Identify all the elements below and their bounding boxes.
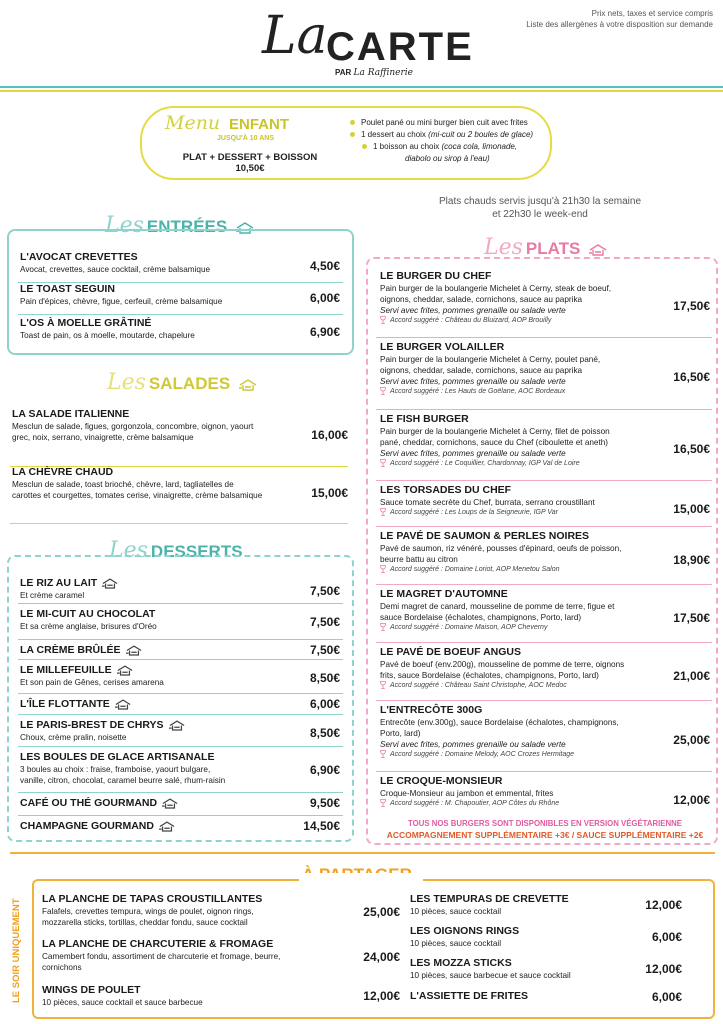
wine-pairing (380, 623, 665, 633)
item-separator (18, 693, 343, 694)
item-price: 6,00€ (651, 930, 682, 944)
homemade-icon (169, 720, 183, 730)
item-price: 8,50€ (309, 726, 340, 740)
menu-item-dessert (20, 797, 300, 810)
item-separator (376, 700, 712, 701)
item-separator (18, 714, 343, 715)
item-separator (376, 526, 712, 527)
kids-line-2-text: 1 dessert au choix (361, 130, 429, 139)
item-serving: Servi avec frites, pommes grenaille ou salade verte (380, 449, 566, 458)
item-desc: Camembert fondu, assortiment de charcuterie et fromage, beurre, (42, 952, 281, 961)
logo-byline (335, 68, 413, 78)
item-name: LA SALADE ITALIENNE (12, 408, 130, 420)
kids-formula-price: 10,50€ (235, 163, 265, 174)
item-desc: Entrecôte (env.300g), sauce Bordelaise (échalotes, champignons, (380, 718, 619, 727)
menu-item-plat (380, 646, 665, 691)
item-price: 24,00€ (363, 950, 400, 964)
item-name: WINGS DE POULET (42, 984, 141, 996)
header-rule-teal (0, 86, 723, 88)
item-desc: Pavé de saumon, riz vénéré, pousses d'épinard, oeufs de poisson, (380, 544, 622, 553)
homemade-icon (117, 665, 131, 675)
legal-note-line-2: Liste des allergènes à votre disposition sur demande (526, 20, 713, 29)
homemade-icon (162, 798, 176, 808)
item-name: LES OIGNONS RINGS (410, 925, 520, 937)
item-desc: sauce Bordelaise (échalotes, champignons, Porto, lard) (380, 613, 582, 622)
item-price: 7,50€ (309, 643, 340, 657)
menu-item-entree (20, 317, 290, 341)
item-name: LE TOAST SEGUIN (20, 283, 115, 295)
menu-item-dessert (20, 644, 300, 657)
item-serving: Servi avec frites, pommes grenaille ou salade verte (380, 306, 566, 315)
item-desc: Porto, lard) (380, 729, 421, 738)
wine-pairing (380, 750, 665, 760)
item-name (20, 608, 300, 621)
kids-formula-text: PLAT + DESSERT + BOISSON (182, 152, 318, 163)
menu-item-salade (12, 408, 302, 443)
item-name: LE MAGRET D'AUTOMNE (380, 588, 508, 600)
extras-note: ACCOMPAGNEMENT SUPPLÉMENTAIRE +3€ / SAUCE SUPPLÉMENTAIRE +2€ (386, 830, 704, 840)
section-script: Les (105, 213, 144, 238)
wine-glass-icon (380, 316, 386, 324)
item-name-text: LES BOULES DE GLACE ARTISANALE (20, 751, 215, 763)
item-separator (18, 639, 343, 640)
item-price: 16,50€ (673, 370, 710, 384)
service-hours-line-2: et 22h30 le week-end (492, 209, 588, 220)
service-hours-line-1: Plats chauds servis jusqu'à 21h30 la semaine (438, 196, 642, 207)
menu-item-entree (20, 283, 290, 307)
menu-item-partager (410, 957, 640, 981)
item-name: LE CROQUE-MONSIEUR (380, 775, 503, 787)
menu-item-plat (380, 341, 665, 397)
item-separator (18, 746, 343, 747)
item-desc: Demi magret de canard, mousseline de pomme de terre, figue et (380, 602, 615, 611)
kids-line-4-italic: diabolo ou sirop à l'eau) (405, 154, 490, 163)
wine-glass-icon (380, 623, 386, 631)
wine-glass-icon (380, 459, 386, 467)
menu-item-dessert (20, 664, 300, 688)
item-price: 6,90€ (309, 763, 340, 777)
item-desc: Mesclun de salade, figues, gorgonzola, concombre, oignon, yaourt (12, 422, 254, 431)
section-name: DESSERTS (150, 542, 243, 561)
section-script: Les (484, 235, 523, 260)
item-separator (376, 642, 712, 643)
item-desc: 10 pièces, sauce cocktail (410, 939, 502, 948)
item-name-text: LE RIZ AU LAIT (20, 577, 98, 589)
item-serving: Servi avec frites, pommes grenaille ou salade verte (380, 740, 566, 749)
item-price: 12,00€ (363, 989, 400, 1003)
menu-item-plat (380, 270, 665, 326)
wine-pairing (380, 565, 665, 575)
item-price: 14,50€ (303, 819, 340, 833)
menu-item-plat (380, 775, 665, 809)
item-desc: Croque-Monsieur au jambon et emmental, frites (380, 789, 554, 798)
kids-line-1 (350, 118, 528, 128)
section-script: Les (109, 538, 148, 563)
item-desc: Pavé de boeuf (env.200g), mousseline de pomme de terre, oignons (380, 660, 625, 669)
item-desc: Avocat, crevettes, sauce cocktail, crème balsamique (20, 265, 211, 274)
item-separator (18, 314, 343, 315)
item-price: 6,90€ (309, 325, 340, 339)
item-price: 18,90€ (673, 553, 710, 567)
item-name: LES MOZZA STICKS (410, 957, 512, 969)
wine-pairing (380, 681, 665, 691)
item-price: 12,00€ (645, 962, 682, 976)
item-desc: 10 pièces, sauce barbecue et sauce cocktail (410, 971, 571, 980)
menu-item-partager (42, 893, 352, 928)
item-name (20, 664, 300, 677)
item-name: LA PLANCHE DE TAPAS CROUSTILLANTES (42, 893, 263, 905)
item-desc: Mesclun de salade, toast brioché, chèvre, lard, tagliatelles de (12, 480, 234, 489)
item-price: 12,00€ (645, 898, 682, 912)
menu-item-partager (410, 990, 640, 1003)
item-separator (18, 815, 343, 816)
item-serving: Servi avec frites, pommes grenaille ou salade verte (380, 377, 566, 386)
partager-box-gap (299, 873, 423, 883)
kids-line-4 (405, 154, 490, 164)
wine-text: Accord suggéré : Les Loups de la Seigneurie, IGP Var (390, 509, 558, 516)
item-price: 17,50€ (673, 299, 710, 313)
logo-brand: La Raffinerie (353, 68, 413, 78)
wine-text: Accord suggéré : Domaine Loriot, AOP Menetou Salon (390, 566, 560, 573)
item-price: 15,00€ (673, 502, 710, 516)
item-price: 25,00€ (363, 905, 400, 919)
item-desc: Toast de pain, os à moelle, moutarde, chapelure (20, 331, 195, 340)
item-price: 16,00€ (311, 428, 348, 442)
kids-line-1-text: Poulet pané ou mini burger bien cuit avec frites (361, 118, 528, 127)
item-separator (376, 409, 712, 410)
menu-item-dessert (20, 577, 300, 601)
item-name (20, 698, 300, 711)
item-price: 9,50€ (309, 796, 340, 810)
service-hours (424, 195, 656, 221)
homemade-icon (102, 578, 116, 588)
wine-pairing (380, 316, 665, 326)
item-name: L'OS À MOELLE GRÂTINÉ (20, 317, 152, 329)
bullet-icon (350, 132, 355, 137)
item-price: 6,00€ (309, 291, 340, 305)
homemade-icon (239, 379, 257, 391)
kids-menu-title: ENFANT (229, 116, 289, 133)
item-price: 15,00€ (311, 486, 348, 500)
menu-item-partager (410, 925, 640, 949)
kids-menu-formula (160, 152, 340, 174)
menu-item-plat (380, 530, 665, 575)
wine-glass-icon (380, 750, 386, 758)
menu-item-entree (20, 251, 290, 275)
bullet-icon (362, 144, 367, 149)
item-desc: Et son pain de Gênes, cerises amarena (20, 678, 164, 687)
item-name-text: LA CRÈME BRÛLÉE (20, 644, 121, 656)
wine-pairing (380, 508, 665, 518)
partager-rule (10, 852, 715, 854)
item-price: 4,50€ (309, 259, 340, 273)
item-separator (376, 337, 712, 338)
item-desc: Falafels, crevettes tempura, wings de poulet, oignon rings, (42, 907, 254, 916)
menu-item-dessert (20, 820, 300, 833)
item-name (20, 644, 300, 657)
wine-pairing (380, 799, 665, 809)
menu-item-plat (380, 704, 665, 760)
item-price: 6,00€ (309, 697, 340, 711)
item-name: LA CHÈVRE CHAUD (12, 466, 114, 478)
item-price: 7,50€ (309, 615, 340, 629)
item-desc: pané, cheddar, cornichons, sauce du Chef (ciboulette et aneth) (380, 438, 609, 447)
wine-text: Accord suggéré : M. Chapoutier, AOP Côtes du Rhône (390, 800, 560, 807)
menu-item-salade (12, 466, 302, 501)
menu-item-dessert (20, 719, 300, 743)
vegetarian-note: TOUS NOS BURGERS SONT DISPONIBLES EN VERSION VÉGÉTARIENNE (408, 819, 682, 828)
item-name-text: LE MILLEFEUILLE (20, 664, 112, 676)
logo-by: PAR (335, 68, 352, 77)
item-name: LES TEMPURAS DE CREVETTE (410, 893, 569, 905)
item-price: 21,00€ (673, 669, 710, 683)
item-desc: beurre battu au citron (380, 555, 458, 564)
item-desc: Pain d'épices, chèvre, figue, cerfeuil, crème balsamique (20, 297, 223, 306)
section-title-salades (107, 370, 257, 395)
menu-item-plat (380, 588, 665, 633)
kids-line-3-text: 1 boisson au choix (373, 142, 442, 151)
kids-line-3-italic: (coca cola, limonade, (441, 142, 518, 151)
wine-glass-icon (380, 681, 386, 689)
wine-glass-icon (380, 387, 386, 395)
item-name-text: CAFÉ OU THÉ GOURMAND (20, 797, 158, 809)
salades-separator-bottom (10, 523, 348, 524)
item-desc: Pain burger de la boulangerie Michelet à Cerny, steak de boeuf, (380, 284, 612, 293)
item-name (20, 797, 300, 810)
item-name-text: LE MI-CUIT AU CHOCOLAT (20, 608, 156, 620)
kids-menu-age: JUSQU'À 10 ANS (217, 135, 275, 142)
item-price: 25,00€ (673, 733, 710, 747)
section-name: PLATS (525, 239, 581, 258)
header-rule-yellow (0, 90, 723, 92)
kids-line-2-italic: (mi-cuit ou 2 boules de glace) (428, 130, 534, 139)
wine-pairing (380, 459, 665, 469)
menu-item-plat (380, 484, 665, 518)
item-desc: Choux, crème pralin, noisette (20, 733, 127, 742)
item-desc: 3 boules au choix : fraise, framboise, yaourt bulgare, (20, 765, 211, 774)
kids-line-2 (350, 130, 533, 140)
item-desc: Pain burger de la boulangerie Michelet à Cerny, poulet pané, (380, 355, 601, 364)
wine-text: Accord suggéré : Les Hauts de Goëlane, AOC Bordeaux (390, 388, 566, 395)
logo-title: CARTE (326, 25, 474, 69)
item-name: L'ASSIETTE DE FRITES (410, 990, 529, 1002)
item-price: 16,50€ (673, 442, 710, 456)
item-desc: 10 pièces, sauce cocktail et sauce barbecue (42, 998, 203, 1007)
item-desc: Sauce tomate secrète du Chef, burrata, serrano croustillant (380, 498, 595, 507)
item-name: L'ENTRECÔTE 300G (380, 704, 483, 716)
logo-script: La (262, 6, 328, 66)
menu-item-partager (42, 938, 352, 973)
wine-text: Accord suggéré : Le Coquillier, Chardonnay, IGP Val de Loire (390, 460, 580, 467)
menu-item-partager (42, 984, 352, 1008)
item-name: LE PAVÉ DE BOEUF ANGUS (380, 646, 521, 658)
item-desc: Et sa crème anglaise, brisures d'Oréo (20, 622, 157, 631)
item-name-text: LE PARIS-BREST DE CHRYS (20, 719, 164, 731)
item-desc: cornichons (42, 963, 82, 972)
legal-note (526, 8, 713, 30)
item-name (20, 751, 300, 764)
menu-item-partager (410, 893, 640, 917)
item-name: LES TORSADES DU CHEF (380, 484, 512, 496)
item-separator (376, 584, 712, 585)
item-name: LE PAVÉ DE SAUMON & PERLES NOIRES (380, 530, 590, 542)
wine-glass-icon (380, 799, 386, 807)
homemade-icon (126, 645, 140, 655)
item-desc: 10 pièces, sauce cocktail (410, 907, 502, 916)
item-desc: grec, noix, serrano, vinaigrette, crème balsamique (12, 433, 194, 442)
item-price: 8,50€ (309, 671, 340, 685)
item-desc: vanille, citron, chocolat, caramel beurre salé, rhum-raisin (20, 776, 226, 785)
wine-glass-icon (380, 508, 386, 516)
item-price: 12,00€ (673, 793, 710, 807)
homemade-icon (589, 244, 607, 256)
item-desc: Et crème caramel (20, 591, 85, 600)
item-name: LE BURGER VOLAILLER (380, 341, 505, 353)
item-price: 17,50€ (673, 611, 710, 625)
item-desc: Pain burger de la boulangerie Michelet à Cerny, filet de poisson (380, 427, 610, 436)
wine-text: Accord suggéré : Château Saint Christophe, AOC Medoc (390, 682, 567, 689)
item-name: LE FISH BURGER (380, 413, 469, 425)
item-separator (376, 480, 712, 481)
item-desc: oignons, cheddar, salade, cornichons, sauce au paprika (380, 295, 583, 304)
item-desc: oignons, cheddar, salade, cornichons, sauce au paprika (380, 366, 583, 375)
item-name: LE BURGER DU CHEF (380, 270, 492, 282)
item-separator (18, 659, 343, 660)
menu-item-dessert (20, 751, 300, 786)
item-name-text: L'ÎLE FLOTTANTE (20, 698, 110, 710)
wine-text: Accord suggéré : Domaine Melody, AOC Crozes Hermitage (390, 751, 575, 758)
wine-text: Accord suggéré : Château du Bluizard, AOP Brouilly (390, 317, 552, 324)
item-desc: mozzarella sticks, tortillas, cheddar fondu, sauce cocktail (42, 918, 248, 927)
menu-item-dessert (20, 698, 300, 711)
item-desc: carottes et courgettes, tomates cerise, vinaigrette, crème balsamique (12, 491, 263, 500)
item-name: L'AVOCAT CREVETTES (20, 251, 138, 263)
wine-pairing (380, 387, 665, 397)
item-name-text: CHAMPAGNE GOURMAND (20, 820, 154, 832)
item-separator (18, 792, 343, 793)
evening-only-text: LE SOIR UNIQUEMENT (11, 898, 22, 1003)
item-desc: frits, sauce Bordelaise (échalotes, champignons, Porto, lard) (380, 671, 599, 680)
item-name (20, 577, 300, 590)
item-name (20, 820, 300, 833)
homemade-icon (115, 699, 129, 709)
item-price: 6,00€ (651, 990, 682, 1004)
menu-item-dessert (20, 608, 300, 632)
homemade-icon (159, 821, 173, 831)
evening-only-label (4, 885, 26, 1005)
kids-line-3 (362, 142, 517, 152)
wine-glass-icon (380, 565, 386, 573)
item-separator (376, 771, 712, 772)
item-separator (18, 603, 343, 604)
item-name (20, 719, 300, 732)
item-price: 7,50€ (309, 584, 340, 598)
item-name: LA PLANCHE DE CHARCUTERIE & FROMAGE (42, 938, 274, 950)
legal-note-line-1: Prix nets, taxes et service compris (591, 9, 713, 18)
kids-menu-script: Menu (165, 112, 221, 134)
wine-text: Accord suggéré : Domaine Maison, AOP Cheverny (390, 624, 548, 631)
section-script: Les (107, 370, 146, 395)
section-name: ENTRÉES (146, 217, 228, 236)
menu-item-plat (380, 413, 665, 469)
bullet-icon (350, 120, 355, 125)
section-name: SALADES (148, 374, 231, 393)
